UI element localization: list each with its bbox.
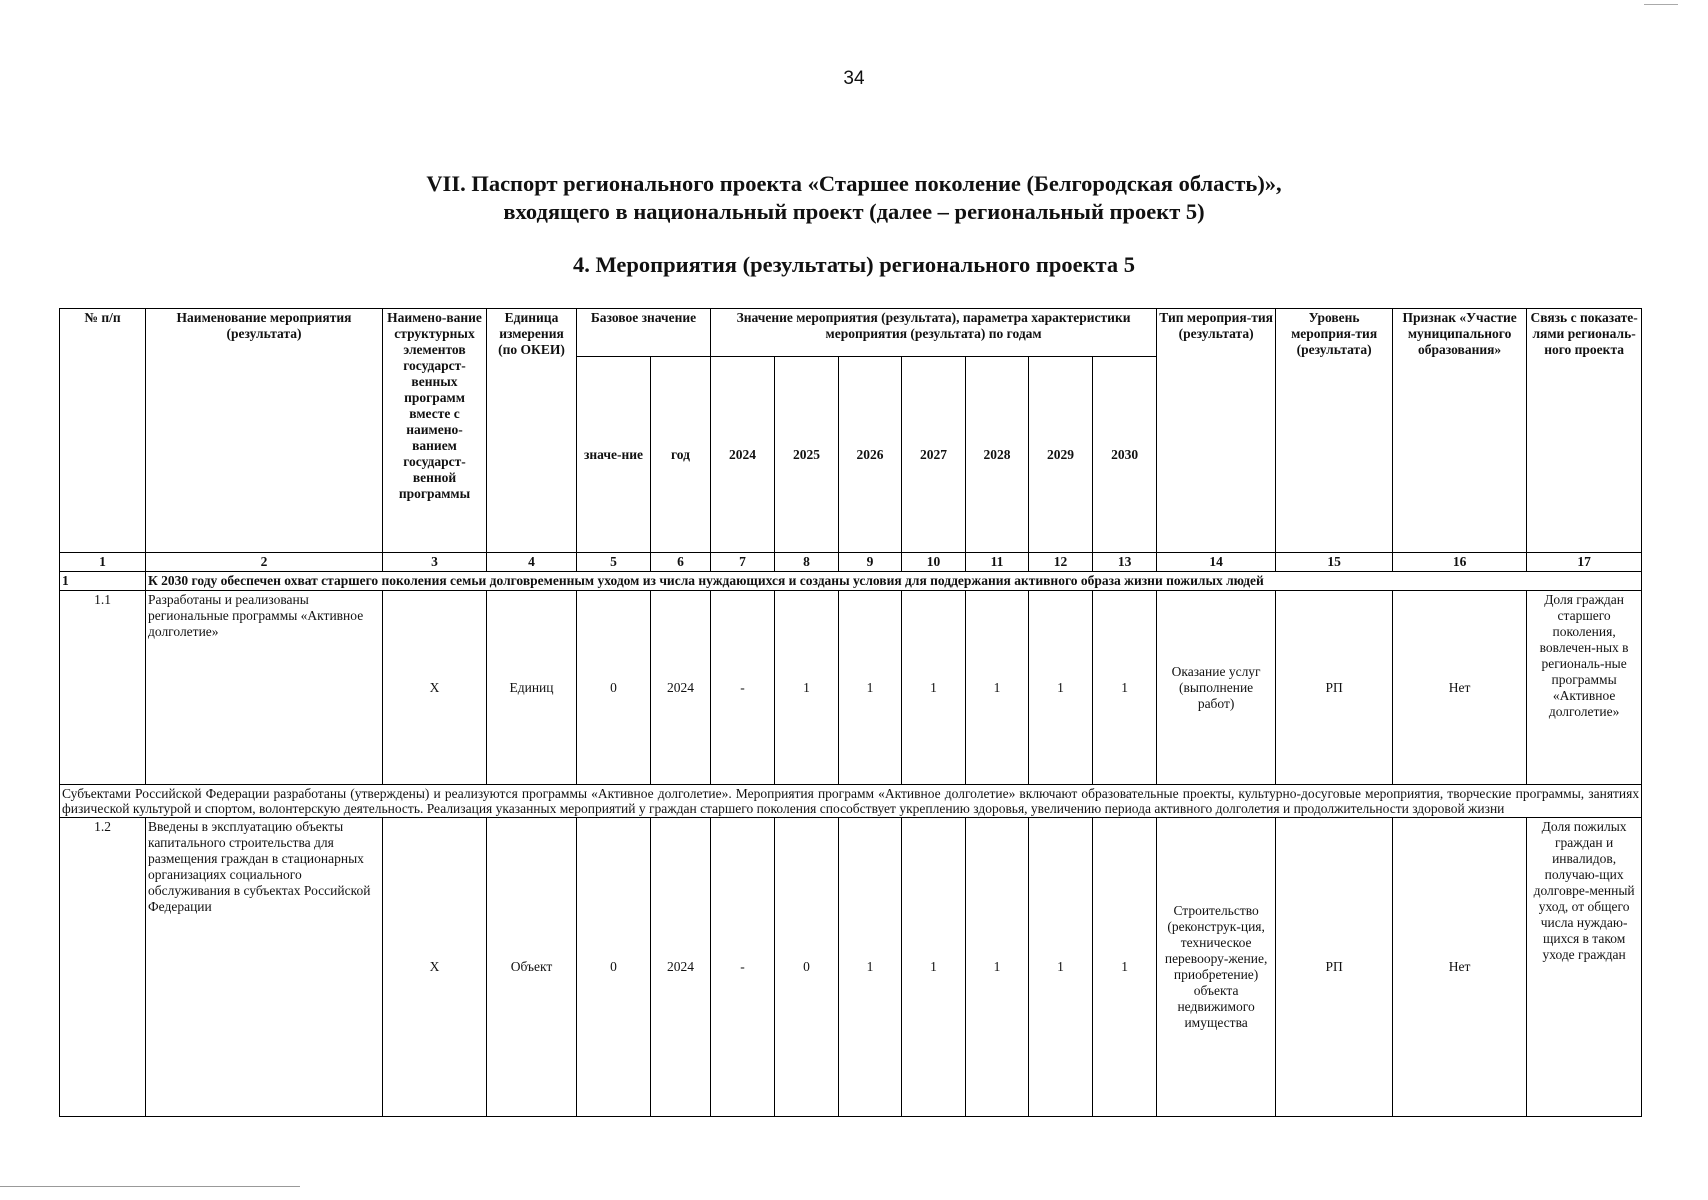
row-value-2029: 1 <box>1029 591 1093 785</box>
header-structural: Наимено-вание структурных элементов государст-венных программ вместе с наимено-ванием государст-венной программы <box>383 309 487 553</box>
row-level: РП <box>1276 591 1393 785</box>
column-number: 12 <box>1029 553 1093 572</box>
header-num: № п/п <box>60 309 146 553</box>
row-municipal: Нет <box>1393 818 1527 1117</box>
row-municipal: Нет <box>1393 591 1527 785</box>
column-number: 8 <box>775 553 839 572</box>
header-year-2026: 2026 <box>839 357 902 553</box>
row-value-2025: 1 <box>775 591 839 785</box>
row-num: 1.1 <box>60 591 146 785</box>
column-number: 4 <box>487 553 577 572</box>
column-number: 9 <box>839 553 902 572</box>
column-number: 11 <box>966 553 1029 572</box>
header-year-2027: 2027 <box>902 357 966 553</box>
row-value-2027: 1 <box>902 591 966 785</box>
header-link: Связь с показате-лями региональ-ного проекта <box>1527 309 1642 553</box>
header-type: Тип мероприя-тия (результата) <box>1157 309 1276 553</box>
column-number: 1 <box>60 553 146 572</box>
page-number: 34 <box>843 68 865 89</box>
row-level: РП <box>1276 818 1393 1117</box>
row-base-value: 0 <box>577 591 651 785</box>
row-base-year: 2024 <box>651 591 711 785</box>
goal-num: 1 <box>60 572 146 591</box>
row-value-2030: 1 <box>1093 818 1157 1117</box>
column-number: 3 <box>383 553 487 572</box>
table-row <box>60 818 1642 1117</box>
goal-text: К 2030 году обеспечен охват старшего поколения семьи долговременным уходом из числа нуждающихся и созданы условия для поддержания активного образа жизни пожилых людей <box>146 572 1642 591</box>
header-values-by-year: Значение мероприятия (результата), параметра характеристики мероприятия (результата) по годам <box>711 309 1157 357</box>
row-value-2024: - <box>711 591 775 785</box>
header-name: Наименование мероприятия (результата) <box>146 309 383 553</box>
row-type: Строительство (реконструк-ция, техническое перевоору-жение, приобретение) объекта недвижимого имущества <box>1157 818 1276 1117</box>
row-value-2025: 0 <box>775 818 839 1117</box>
description-row <box>60 785 1642 818</box>
header-base-value: значе-ние <box>577 357 651 553</box>
row-value-2024: - <box>711 818 775 1117</box>
row-link: Доля граждан старшего поколения, вовлечен-ных в региональ-ные программы «Активное долголетие» <box>1527 591 1642 785</box>
header-base: Базовое значение <box>577 309 711 357</box>
row-num: 1.2 <box>60 818 146 1117</box>
header-row-1 <box>60 309 1642 357</box>
row-name: Введены в эксплуатацию объекты капитального строительства для размещения граждан в стационарных организациях социального обслуживания в субъектах Российской Федерации <box>146 818 383 1117</box>
header-unit: Единица измерения (по ОКЕИ) <box>487 309 577 553</box>
row-value-2026: 1 <box>839 591 902 785</box>
column-number: 7 <box>711 553 775 572</box>
row-base-year: 2024 <box>651 818 711 1117</box>
goal-row <box>60 572 1642 591</box>
row-value-2026: 1 <box>839 818 902 1117</box>
row-description: Субъектами Российской Федерации разработаны (утверждены) и реализуются программы «Активное долголетие». Мероприятия программ «Активное долголетие» включают образовательные проекты, культурно-досуговые мероприятия, творческие программы, занятиях физической культурой и спортом, волонтерскую деятельность. Реализация указанных мероприятий у граждан старшего поколения способствует укреплению здоровья, увеличению периода активного долголетия и продолжительности здоровой жизни <box>60 785 1642 818</box>
row-type: Оказание услуг (выполнение работ) <box>1157 591 1276 785</box>
header-level: Уровень мероприя-тия (результата) <box>1276 309 1393 553</box>
header-year-2030: 2030 <box>1093 357 1157 553</box>
column-number: 17 <box>1527 553 1642 572</box>
row-link: Доля пожилых граждан и инвалидов, получаю-щих долговре-менный уход, от общего числа нуждаю-щихся в таком уходе граждан <box>1527 818 1642 1117</box>
column-number: 13 <box>1093 553 1157 572</box>
title-line-2: входящего в национальный проект (далее – региональный проект 5) <box>503 199 1205 224</box>
table-row <box>60 591 1642 785</box>
column-number: 6 <box>651 553 711 572</box>
header-year-2024: 2024 <box>711 357 775 553</box>
row-value-2027: 1 <box>902 818 966 1117</box>
row-value-2028: 1 <box>966 591 1029 785</box>
header-year-2029: 2029 <box>1029 357 1093 553</box>
row-unit: Объект <box>487 818 577 1117</box>
measures-table <box>59 308 1642 1117</box>
header-municipal: Признак «Участие муниципального образования» <box>1393 309 1527 553</box>
section-title: 4. Мероприятия (результаты) регионального проекта 5 <box>572 252 1135 277</box>
header-year-2028: 2028 <box>966 357 1029 553</box>
row-name: Разработаны и реализованы региональные программы «Активное долголетие» <box>146 591 383 785</box>
column-number: 5 <box>577 553 651 572</box>
column-number: 16 <box>1393 553 1527 572</box>
document-title <box>0 170 1708 226</box>
row-unit: Единиц <box>487 591 577 785</box>
column-number: 14 <box>1157 553 1276 572</box>
header-year-2025: 2025 <box>775 357 839 553</box>
title-line-1: VII. Паспорт регионального проекта «Старшее поколение (Белгородская область)», <box>426 171 1282 196</box>
header-base-year: год <box>651 357 711 553</box>
row-structural: Х <box>383 818 487 1117</box>
row-base-value: 0 <box>577 818 651 1117</box>
row-value-2028: 1 <box>966 818 1029 1117</box>
row-value-2030: 1 <box>1093 591 1157 785</box>
row-structural: Х <box>383 591 487 785</box>
footer-divider <box>0 1186 300 1187</box>
column-number-row <box>60 553 1642 572</box>
column-number: 10 <box>902 553 966 572</box>
scan-artifact <box>1644 4 1678 5</box>
column-number: 2 <box>146 553 383 572</box>
row-value-2029: 1 <box>1029 818 1093 1117</box>
column-number: 15 <box>1276 553 1393 572</box>
